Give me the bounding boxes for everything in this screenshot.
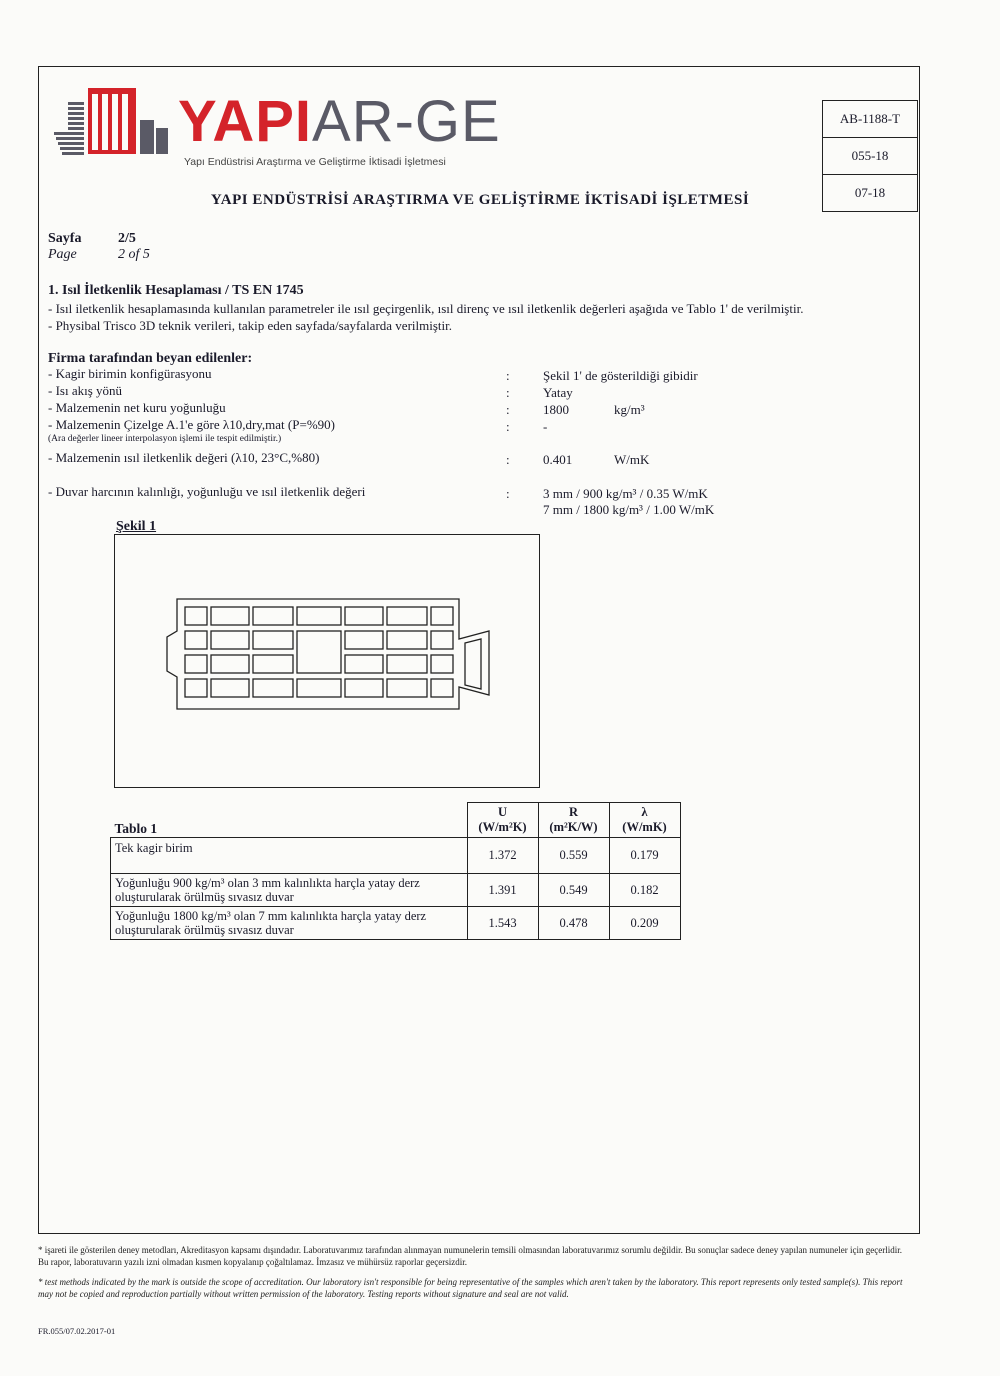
declared-unit: kg/m³ [614,402,645,417]
declared-value: - [543,419,548,434]
row-lambda-value: 0.179 [609,838,680,874]
row-r-value: 0.478 [538,907,609,940]
row-desc-line: Yoğunluğu 1800 kg/m³ olan 7 mm kalınlıkta harçla yatay derz [115,909,427,923]
declared-label: - Isı akış yönü [48,383,123,398]
declared-heading: Firma tarafından beyan edilenler: [48,351,253,366]
row-description [111,874,468,907]
row-u-value: 1.391 [467,874,538,907]
row-desc-line: Tek kagir birim [115,841,193,855]
row-desc-line: Yoğunluğu 900 kg/m³ olan 3 mm kalınlıkta harçla yatay derz [115,876,420,890]
sayfa-value: 2/5 [118,231,136,246]
row-description [111,907,468,940]
table-row [111,874,681,907]
section-line-1: - Isıl iletkenlik hesaplamasında kullanılan parametreler ile ısıl geçirgenlik, ısıl direnç ve ısıl iletkenlik değerleri aşağıda ve Tablo 1' de verilmiştir. [48,301,804,316]
header-u-unit: (W/m²K) [478,820,527,834]
table-row [111,838,681,874]
logo-subtitle: Yapı Endüstrisi Araştırma ve Geliştirme İktisadi İşletmesi [184,156,446,168]
section-title: 1. Isıl İletkenlik Hesaplaması / TS EN 1745 [48,283,304,298]
header-u-symbol: U [497,805,508,819]
page-label: Page [48,247,77,262]
row-r-value: 0.559 [538,838,609,874]
sayfa-label: Sayfa [48,231,82,246]
row-u-value: 1.372 [467,838,538,874]
row-lambda-value: 0.209 [609,907,680,940]
header-lambda [609,803,680,838]
declared-colon: : [506,368,510,383]
row-lambda-value: 0.182 [609,874,680,907]
header-r-unit: (m²K/W) [549,820,598,834]
logo-wordmark: YAPIAR-GE [178,89,501,154]
footer-disclaimer-en: * test methods indicated by the mark is outside the scope of accreditation. Our laboratory isn't responsible for being representative of the samples which aren't taken by the laboratory. This report represents only tested sample(s). This report may not be copied and reproduction partially without written permission of the laboratory. Testing reports without signature and seal are not valid. [38,1277,903,1299]
declared-value: 1800 [543,402,569,417]
declared-value: 3 mm / 900 kg/m³ / 0.35 W/mK [543,486,708,501]
declared-colon: : [506,419,510,434]
interpolation-note: (Ara değerler lineer interpolasyon işlemi ile tespit edilmiştir.) [48,434,282,444]
section-line-2: - Physibal Trisco 3D teknik verileri, takip eden sayfada/sayfalarda verilmiştir. [48,318,452,333]
ref-date: 07-18 [854,185,886,200]
declared-value: Şekil 1' de gösterildiği gibidir [543,368,698,383]
figure-box [114,534,540,788]
results-table-wrap [110,802,681,940]
declared-colon: : [506,385,510,400]
page-value: 2 of 5 [118,247,150,262]
row-description [111,838,468,874]
ref-number: 055-18 [823,138,917,175]
ref-code: AB-1188-T [823,101,917,138]
declared-colon: : [506,486,510,501]
results-table [110,802,681,940]
declared-label: - Malzemenin ısıl iletkenlik değeri (λ10, 23°C,%80) [48,450,320,465]
row-u-value: 1.543 [467,907,538,940]
declared-unit: W/mK [614,452,650,467]
row-desc-line: oluşturularak örülmüş sıvasız duvar [115,923,294,937]
reference-box [822,100,918,212]
header-r [538,803,609,838]
figure-label: Şekil 1 [116,519,157,534]
declared-colon: : [506,402,510,417]
header-lambda-unit: (W/mK) [622,820,667,834]
declared-label: - Kagir birimin konfigürasyonu [48,366,212,381]
header-lambda-symbol: λ [641,805,648,819]
table-row [111,907,681,940]
company-logo [54,80,174,162]
declared-value: Yatay [543,385,573,400]
form-code: FR.055/07.02.2017-01 [38,1326,116,1336]
declared-label: - Malzemenin Çizelge A.1'e göre λ10,dry,mat (P=%90) [48,417,335,432]
header-u [467,803,538,838]
footer-disclaimer-tr: * işareti ile gösterilen deney metodları, Akreditasyon kapsamı dışındadır. Laboratuvarımız tarafından alınmayan numunelerin temsili olmasından laboratuvarımız sorumlu değildir. Bu sonuçlar sadece deney yapılan numuneler için geçerlidir. Bu rapor, laboratuvarın yazılı izni olmadan kısmen kopyalanıp çoğaltılamaz. İmzasız ve mühürsüz raporlar geçersizdir. [38,1245,902,1267]
table-caption: Tablo 1 [111,803,468,838]
row-r-value: 0.549 [538,874,609,907]
organization-title: YAPI ENDÜSTRİSİ ARAŞTIRMA VE GELİŞTİRME İKTİSADİ İŞLETMESİ [210,192,750,208]
declared-value: 0.401 [543,452,573,467]
declared-label: - Malzemenin net kuru yoğunluğu [48,400,226,415]
declared-label: - Duvar harcının kalınlığı, yoğunluğu ve ısıl iletkenlik değeri [48,484,366,499]
row-desc-line: oluşturularak örülmüş sıvasız duvar [115,890,294,904]
header-r-symbol: R [568,805,579,819]
mortar-value-2: 7 mm / 1800 kg/m³ / 1.00 W/mK [543,502,715,517]
masonry-unit-drawing [115,535,539,787]
declared-colon: : [506,452,510,467]
